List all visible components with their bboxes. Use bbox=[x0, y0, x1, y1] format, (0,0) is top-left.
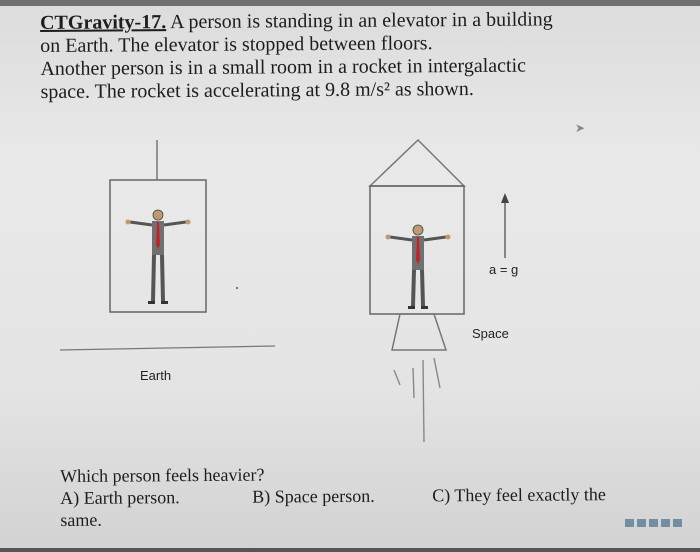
screen-corner-icons bbox=[625, 519, 695, 529]
ground-line bbox=[60, 346, 275, 350]
option-c: C) They feel exactly the bbox=[432, 484, 606, 506]
option-a: A) Earth person. bbox=[60, 487, 180, 508]
problem-line-2: on Earth. The elevator is stopped between floors. bbox=[40, 32, 433, 57]
speck bbox=[236, 287, 238, 289]
problem-line-4: space. The rocket is accelerating at 9.8 m/s² as shown. bbox=[40, 77, 474, 103]
space-label: Space bbox=[472, 326, 509, 341]
question-block bbox=[60, 461, 680, 531]
problem-line-3: Another person is in a small room in a rocket in intergalactic bbox=[40, 54, 527, 80]
problem-id: CTGravity-17. bbox=[40, 11, 167, 34]
acceleration-label: a = g bbox=[489, 262, 519, 277]
space-person bbox=[386, 225, 451, 309]
window-icon bbox=[673, 519, 682, 527]
earth-person bbox=[126, 210, 191, 304]
option-b: B) Space person. bbox=[252, 485, 375, 507]
window-icon bbox=[649, 519, 658, 527]
mouse-cursor-icon: ➤ bbox=[575, 121, 586, 135]
earth-label: Earth bbox=[140, 368, 172, 383]
window-icon bbox=[625, 519, 634, 527]
window-icon bbox=[661, 519, 670, 527]
screen-bottom-edge bbox=[0, 548, 700, 552]
problem-text-1: A person is standing in an elevator in a building bbox=[166, 8, 553, 34]
options-row bbox=[60, 483, 680, 509]
option-c-continued: same. bbox=[60, 509, 102, 530]
rocket bbox=[370, 140, 464, 442]
window-icon bbox=[637, 519, 646, 527]
acceleration-arrow bbox=[501, 193, 509, 258]
question-prompt: Which person feels heavier? bbox=[60, 464, 265, 486]
